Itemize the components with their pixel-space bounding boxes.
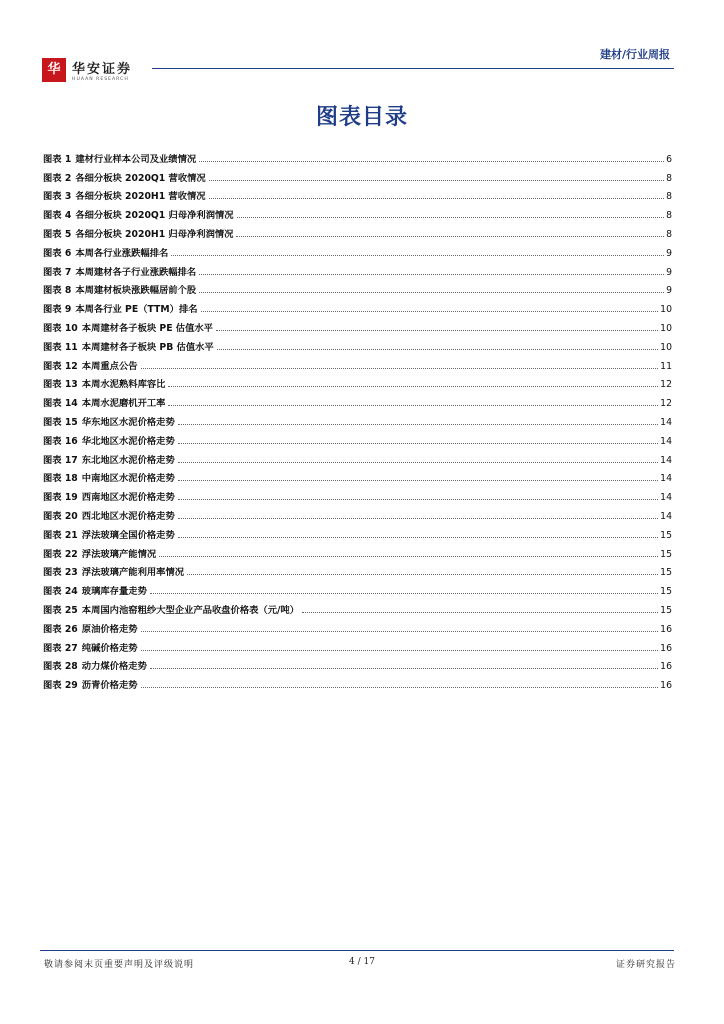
figure-title: 西北地区水泥价格走势 [81,510,175,522]
dot-leader [178,479,658,481]
page-ref: 8 [666,191,672,203]
toc-entry[interactable] [43,240,672,259]
report-type: 建材/行业周报 [599,48,670,61]
figure-number: 图表 29 [43,680,78,692]
page-ref: 14 [660,416,672,428]
page-ref: 16 [660,642,672,654]
toc-entry[interactable] [43,296,672,315]
dot-leader [150,592,658,594]
dot-leader [236,235,664,237]
figure-number: 图表 7 [43,266,72,278]
page-number: 4 / 17 [349,957,375,967]
toc-entry[interactable] [43,353,672,372]
dot-leader [216,329,658,331]
figure-number: 图表 6 [43,247,72,259]
dot-leader [178,517,658,519]
dot-leader [199,273,664,275]
dot-leader [178,498,658,500]
figure-title: 本周建材各子板块 PB 估值水平 [81,341,214,353]
figure-number: 图表 19 [43,492,78,504]
toc-entry-label[interactable] [43,658,147,672]
page-ref: 14 [660,435,672,447]
dot-leader [178,536,658,538]
figure-title: 浮法玻璃全国价格走势 [81,529,175,541]
dot-leader [150,667,658,669]
toc-entry-label[interactable] [43,489,175,503]
figure-title: 各细分板块 2020H1 营收情况 [75,191,206,203]
figure-title: 沥青价格走势 [81,680,138,692]
toc-entry-label[interactable] [43,564,184,578]
toc-entry[interactable] [43,672,672,691]
toc-entry[interactable] [43,447,672,466]
page-ref: 12 [660,379,672,391]
dot-leader [201,310,659,312]
figure-number: 图表 9 [43,304,72,316]
figure-number: 图表 2 [43,172,72,184]
figure-title: 建材行业样本公司及业绩情况 [75,153,197,165]
toc-entry-label[interactable] [43,602,299,616]
page-ref: 8 [666,228,672,240]
figure-title: 华东地区水泥价格走势 [81,416,175,428]
toc-entry[interactable] [43,315,672,334]
dot-leader [178,423,658,425]
figure-number: 图表 25 [43,604,78,616]
dot-leader [171,254,664,256]
figure-title: 玻璃库存量走势 [81,586,147,598]
toc-entry[interactable] [43,428,672,447]
dot-leader [168,385,658,387]
page-ref: 15 [660,529,672,541]
toc-entry[interactable] [43,522,672,541]
page-ref: 11 [660,360,672,372]
figure-title: 本周重点公告 [81,360,138,372]
toc-entry-label[interactable] [43,583,147,597]
figure-number: 图表 22 [43,548,78,560]
figure-title: 各细分板块 2020Q1 营收情况 [75,172,206,184]
dot-leader [141,367,659,369]
toc-entry[interactable] [43,259,672,278]
toc-entry-label[interactable] [43,226,233,240]
figure-number: 图表 14 [43,398,78,410]
toc-entry-label[interactable] [43,433,175,447]
toc-entry-label[interactable] [43,527,175,541]
page-ref: 9 [666,266,672,278]
toc-entry[interactable] [43,466,672,485]
dot-leader [141,630,659,632]
toc-entry[interactable] [43,146,672,165]
figure-number: 图表 17 [43,454,78,466]
toc-entry-label[interactable] [43,376,165,390]
toc-entry-label[interactable] [43,339,214,353]
figure-number: 图表 5 [43,228,72,240]
toc-entry[interactable] [43,221,672,240]
toc-entry[interactable] [43,202,672,221]
toc-entry[interactable] [43,503,672,522]
dot-leader [199,291,664,293]
toc-entry-label[interactable] [43,170,206,184]
figure-number: 图表 21 [43,529,78,541]
figure-number: 图表 23 [43,567,78,579]
page-ref: 10 [660,341,672,353]
figure-number: 图表 11 [43,341,78,353]
dot-leader [302,611,658,613]
figure-number: 图表 12 [43,360,78,372]
figure-title: 本周水泥熟料库容比 [81,379,166,391]
dot-leader [217,348,658,350]
page-ref: 10 [660,304,672,316]
toc-entry[interactable] [43,597,672,616]
figure-title: 东北地区水泥价格走势 [81,454,175,466]
figure-number: 图表 28 [43,661,78,673]
toc-entry[interactable] [43,409,672,428]
toc-entry[interactable] [43,165,672,184]
page-ref: 9 [666,247,672,259]
figure-title: 本周各行业涨跌幅排名 [75,247,169,259]
company-name-en: HUAAN RESEARCH [72,77,129,82]
figure-number: 图表 27 [43,642,78,654]
dot-leader [178,461,658,463]
page-ref: 8 [666,172,672,184]
page-ref: 16 [660,623,672,635]
header-divider [152,68,674,69]
figure-title: 动力煤价格走势 [81,661,147,673]
toc-entry-label[interactable] [43,395,165,409]
figure-title: 各细分板块 2020Q1 归母净利润情况 [75,210,234,222]
toc-entry[interactable] [43,541,672,560]
toc-entry[interactable] [43,372,672,391]
toc-entry-label[interactable] [43,320,213,334]
toc-entry[interactable] [43,616,672,635]
figure-title: 本周建材各子行业涨跌幅排名 [75,266,197,278]
figure-number: 图表 16 [43,435,78,447]
toc-entry[interactable] [43,484,672,503]
figure-title: 浮法玻璃产能利用率情况 [81,567,185,579]
figure-title: 本周建材各子板块 PE 估值水平 [81,322,213,334]
page-ref: 15 [660,604,672,616]
figure-toc-list [43,146,672,691]
figure-number: 图表 8 [43,285,72,297]
figure-number: 图表 15 [43,416,78,428]
page-ref: 14 [660,454,672,466]
toc-entry-label[interactable] [43,188,206,202]
toc-entry[interactable] [43,560,672,579]
page-title: 图表目录 [315,105,408,130]
page-ref: 16 [660,661,672,673]
figure-number: 图表 24 [43,586,78,598]
toc-entry-label[interactable] [43,358,138,372]
figure-title: 本周国内池窑粗纱大型企业产品收盘价格表（元/吨） [81,604,300,616]
page-ref: 10 [660,322,672,334]
figure-title: 本周建材板块涨跌幅居前个股 [75,285,197,297]
toc-entry-label[interactable] [43,301,198,315]
page-ref: 12 [660,398,672,410]
company-name: 华安证券 [72,62,133,77]
toc-entry[interactable] [43,635,672,654]
toc-entry[interactable] [43,390,672,409]
figure-title: 纯碱价格走势 [81,642,138,654]
dot-leader [209,197,664,199]
toc-entry-label[interactable] [43,245,168,259]
page-ref: 9 [666,285,672,297]
page-ref: 15 [660,586,672,598]
dot-leader [187,573,658,575]
page-ref: 15 [660,567,672,579]
toc-entry-label[interactable] [43,508,175,522]
toc-entry-label[interactable] [43,264,196,278]
dot-leader [199,160,664,162]
toc-entry-label[interactable] [43,207,234,221]
toc-entry-label[interactable] [43,640,138,654]
figure-number: 图表 13 [43,379,78,391]
page-ref: 14 [660,473,672,485]
page-ref: 14 [660,510,672,522]
figure-title: 各细分板块 2020H1 归母净利润情况 [75,228,234,240]
figure-title: 本周各行业 PE（TTM）排名 [75,304,198,316]
toc-entry[interactable] [43,184,672,203]
document-type: 证券研究报告 [615,960,676,970]
page-ref: 15 [660,548,672,560]
toc-entry[interactable] [43,278,672,297]
figure-title: 中南地区水泥价格走势 [81,473,175,485]
toc-entry-label[interactable] [43,282,196,296]
page-ref: 14 [660,492,672,504]
page-header [40,48,674,86]
figure-number: 图表 10 [43,322,78,334]
figure-title: 西南地区水泥价格走势 [81,492,175,504]
figure-title: 本周水泥磨机开工率 [81,398,166,410]
footer-divider [40,950,674,951]
page-ref: 8 [666,210,672,222]
dot-leader [168,404,658,406]
figure-number: 图表 3 [43,191,72,203]
figure-title: 原油价格走势 [81,623,138,635]
dot-leader [209,179,664,181]
page-ref: 6 [666,153,672,165]
toc-entry-label[interactable] [43,414,175,428]
footer-disclaimer: 敬请参阅末页重要声明及评级说明 [44,960,195,970]
figure-number: 图表 26 [43,623,78,635]
toc-entry[interactable] [43,334,672,353]
dot-leader [178,442,658,444]
figure-number: 图表 20 [43,510,78,522]
toc-entry[interactable] [43,654,672,673]
figure-title: 华北地区水泥价格走势 [81,435,175,447]
dot-leader [141,686,659,688]
figure-number: 图表 18 [43,473,78,485]
figure-title: 浮法玻璃产能情况 [81,548,157,560]
toc-entry[interactable] [43,578,672,597]
toc-entry-label[interactable] [43,546,156,560]
dot-leader [141,649,659,651]
toc-entry-label[interactable] [43,452,175,466]
company-logo-icon: 华 [42,58,66,82]
toc-entry-label[interactable] [43,677,138,691]
dot-leader [159,555,658,557]
figure-number: 图表 1 [43,153,72,165]
toc-entry-label[interactable] [43,621,138,635]
figure-number: 图表 4 [43,210,72,222]
page-ref: 16 [660,680,672,692]
dot-leader [237,216,664,218]
toc-entry-label[interactable] [43,151,196,165]
toc-entry-label[interactable] [43,470,175,484]
